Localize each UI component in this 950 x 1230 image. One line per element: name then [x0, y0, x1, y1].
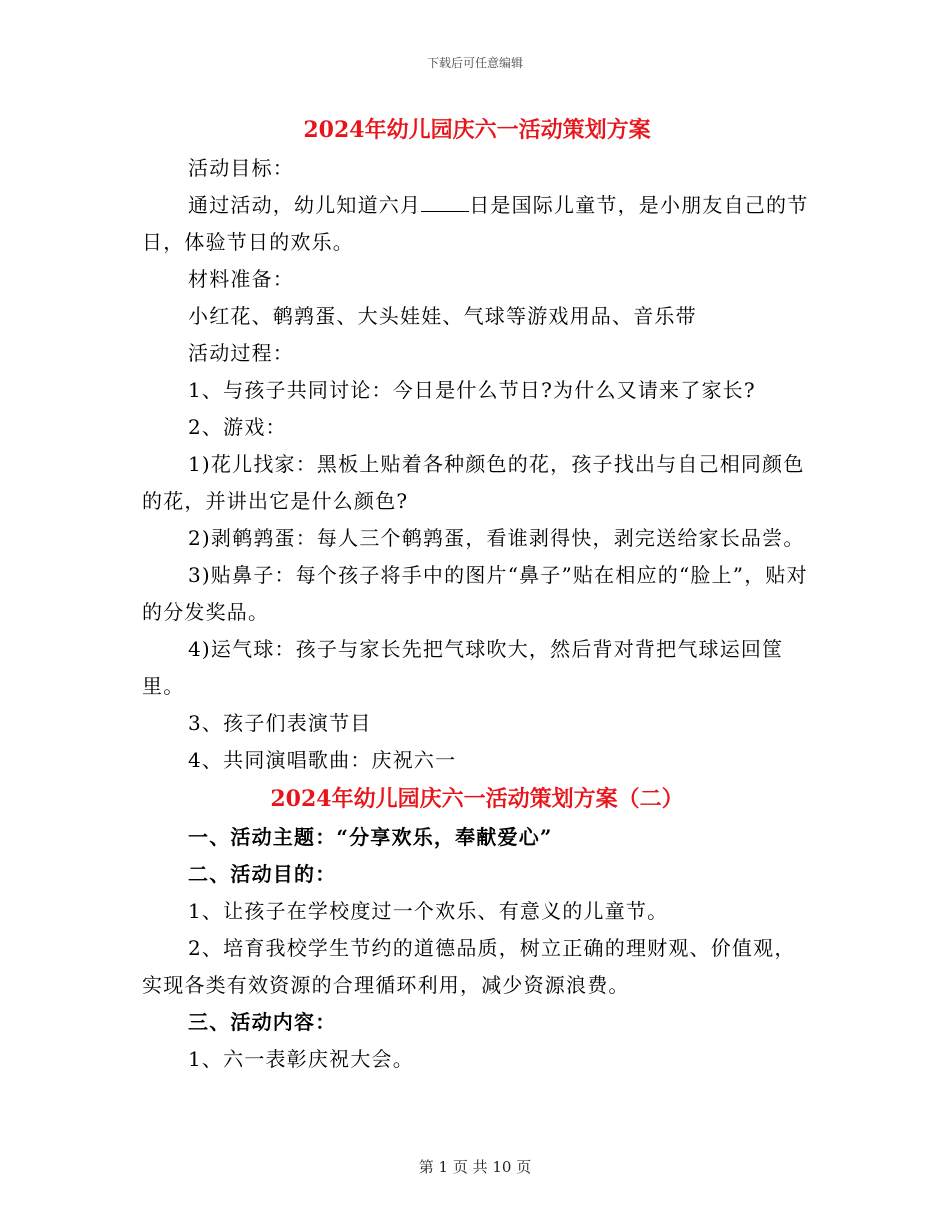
header-note: 下载后可任意编辑: [426, 56, 523, 70]
section-purpose: 二、活动目的：: [188, 862, 337, 886]
goal-text-b: 日是国际儿童节，是小朋友自己的节日，体验节日的欢乐。: [142, 193, 809, 254]
process-step-4: 4、共同演唱歌曲：庆祝六一: [188, 748, 457, 772]
purpose-1: 1、让孩子在学校度过一个欢乐、有意义的儿童节。: [188, 899, 669, 923]
game-4: 4)运气球：孩子与家长先把气球吹大，然后背对背把气球运回筐里。: [142, 637, 784, 698]
process-step-1: 1、与孩子共同讨论：今日是什么节日?为什么又请来了家长?: [188, 378, 756, 402]
goal-paragraph: [142, 187, 812, 261]
goal-text-a: 通过活动，幼儿知道六月: [188, 193, 422, 217]
section-content: 三、活动内容：: [188, 1010, 337, 1034]
process-label: 活动过程：: [188, 341, 294, 365]
game-2: 2)剥鹌鹑蛋：每人三个鹌鹑蛋，看谁剥得快，剥完送给家长品尝。: [188, 526, 805, 550]
material-paragraph: 小红花、鹌鹑蛋、大头娃娃、气球等游戏用品、音乐带: [188, 304, 697, 328]
fill-in-blank: [421, 193, 469, 212]
material-label: 材料准备：: [188, 267, 294, 291]
process-step-2: 2、游戏：: [188, 415, 287, 439]
content-1: 1、六一表彰庆祝大会。: [188, 1047, 414, 1071]
game-3: 3)贴鼻子：每个孩子将手中的图片“鼻子”贴在相应的“脸上”，贴对的分发奖品。: [142, 563, 808, 624]
document-title-2: 2024年幼儿园庆六一活动策划方案（二）: [270, 786, 684, 812]
document-body: [142, 112, 812, 1078]
process-step-3: 3、孩子们表演节目: [188, 711, 372, 735]
game-1: 1)花儿找家：黑板上贴着各种颜色的花，孩子找出与自己相同颜色的花，并讲出它是什么颜色?: [142, 452, 805, 513]
document-title: 2024年幼儿园庆六一活动策划方案: [303, 117, 651, 143]
purpose-2: 2、培育我校学生节约的道德品质，树立正确的理财观、价值观，实现各类有效资源的合理循环利用，减少资源浪费。: [142, 936, 796, 997]
section-theme: 一、活动主题：“分享欢乐，奉献爱心”: [188, 825, 553, 849]
page-number: 第 1 页 共 10 页: [418, 1158, 532, 1176]
goal-label: 活动目标：: [188, 156, 294, 180]
